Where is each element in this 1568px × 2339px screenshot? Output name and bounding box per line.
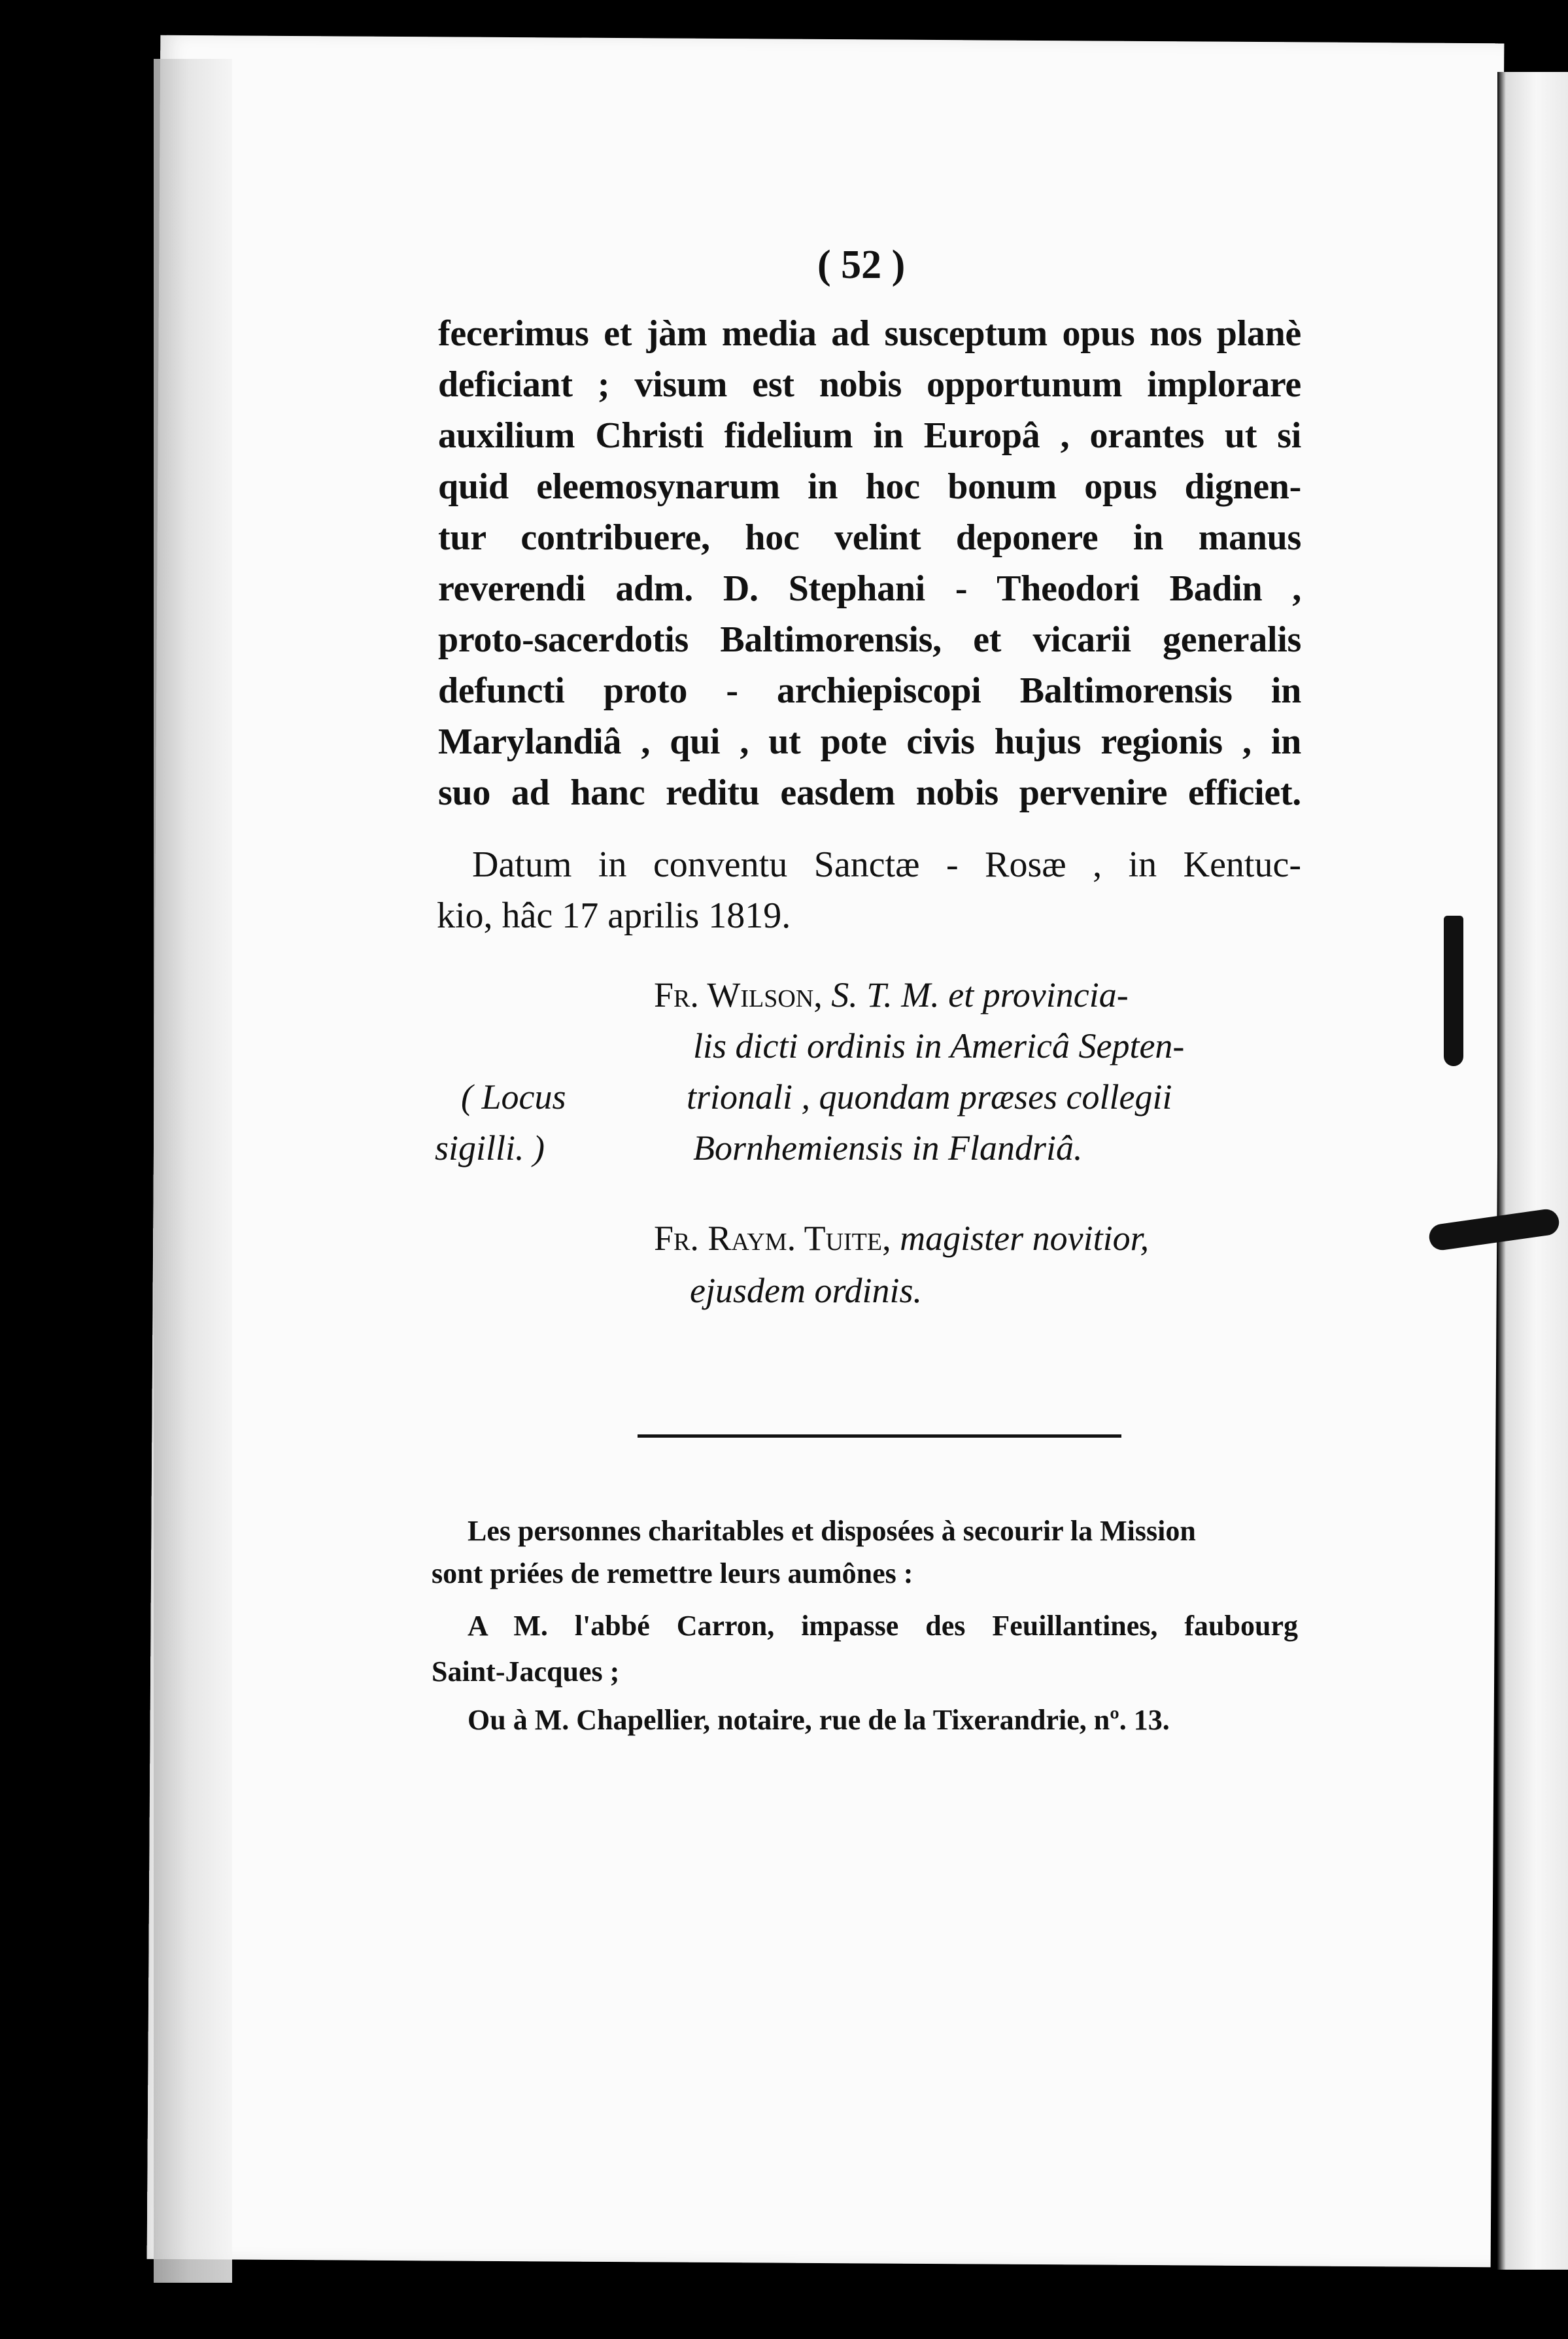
footnote-line: Les personnes charitables et disposées à secourir la Mission <box>468 1515 1196 1547</box>
footnote-line: A M. l'abbé Carron, impasse des Feuillantines, faubourg <box>468 1610 1298 1642</box>
signer-title-line: trionali , quondam præses collegii <box>687 1077 1172 1117</box>
page-number: ( 52 ) <box>817 243 906 287</box>
body-line: tur contribuere, hoc velint deponere in manus <box>438 517 1301 558</box>
body-line: quid eleemosynarum in hoc bonum opus dignen- <box>438 466 1301 507</box>
footnote-line: Ou à M. Chapellier, notaire, rue de la Tixerandrie, nº. 13. <box>468 1704 1170 1736</box>
body-line: defuncti proto - archiepiscopi Baltimorensis in <box>438 670 1301 711</box>
body-line: Marylandiâ , qui , ut pote civis hujus regionis , in <box>438 721 1301 762</box>
binding-thread <box>1444 916 1463 1066</box>
signer-title-line: lis dicti ordinis in Americâ Septen- <box>693 1026 1185 1066</box>
page-gutter <box>154 59 232 2283</box>
body-line: reverendi adm. D. Stephani - Theodori Badin , <box>438 568 1301 609</box>
footnote-line: sont priées de remettre leurs aumônes : <box>432 1557 913 1589</box>
footnote-line: Saint-Jacques ; <box>432 1655 620 1688</box>
body-line: fecerimus et jàm media ad susceptum opus nos planè <box>438 313 1301 354</box>
body-line: suo ad hanc reditu easdem nobis pervenire efficiet. <box>438 772 1301 813</box>
signer-title: S. T. M. et provincia- <box>831 975 1129 1014</box>
signer-title-line: Bornhemiensis in Flandriâ. <box>693 1128 1083 1168</box>
dated-line-2: kio, hâc 17 aprilis 1819. <box>437 895 791 936</box>
signer-title-line: ejusdem ordinis. <box>690 1271 922 1310</box>
body-line: auxilium Christi fidelium in Europâ , orantes ut si <box>438 415 1301 456</box>
signer-name: Fr. Raym. Tuite, <box>654 1219 891 1258</box>
signer-title: magister novitior, <box>900 1219 1150 1258</box>
body-line: proto-sacerdotis Baltimorensis, et vicarii generalis <box>438 619 1301 660</box>
separator-rule <box>638 1434 1121 1438</box>
seal-label-line: ( Locus <box>461 1077 566 1117</box>
adjacent-page-edge <box>1497 72 1568 2270</box>
body-line: deficiant ; visum est nobis opportunum implorare <box>438 364 1301 405</box>
signer-name: Fr. Wilson, <box>654 975 823 1014</box>
seal-label-line: sigilli. ) <box>435 1128 545 1168</box>
dated-line-1: Datum in conventu Sanctæ - Rosæ , in Kentuc- <box>472 844 1301 885</box>
